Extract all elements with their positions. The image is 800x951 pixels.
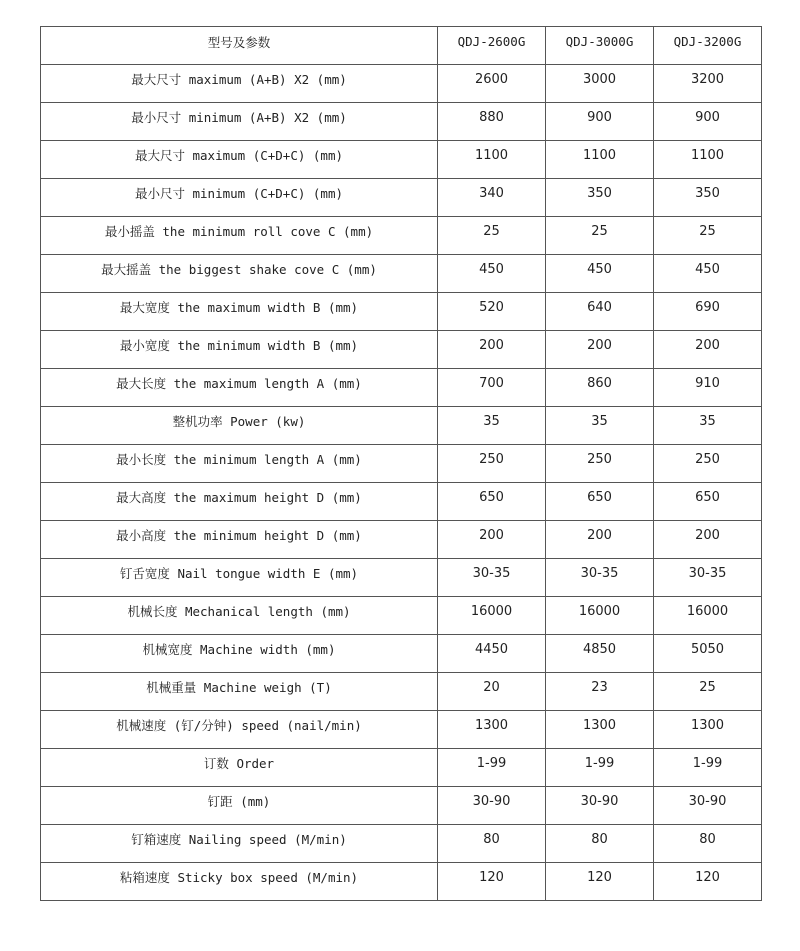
row-value-model-1: 1100	[438, 141, 546, 179]
row-param-label: 机械重量 Machine weigh (T)	[41, 673, 438, 711]
row-value-model-1: 2600	[438, 65, 546, 103]
row-value-model-3: 200	[654, 521, 762, 559]
row-value-model-2: 30-35	[546, 559, 654, 597]
row-value-model-2: 1100	[546, 141, 654, 179]
row-param-label: 机械长度 Mechanical length (mm)	[41, 597, 438, 635]
row-value-model-2: 200	[546, 331, 654, 369]
table-row	[41, 597, 762, 635]
row-value-model-3: 900	[654, 103, 762, 141]
table-row	[41, 255, 762, 293]
table-row	[41, 559, 762, 597]
header-model-1: QDJ-2600G	[438, 27, 546, 65]
table-row	[41, 825, 762, 863]
table-row	[41, 141, 762, 179]
table-row	[41, 863, 762, 901]
row-value-model-1: 250	[438, 445, 546, 483]
row-value-model-2: 30-90	[546, 787, 654, 825]
row-param-label: 整机功率 Power (kw)	[41, 407, 438, 445]
row-value-model-2: 120	[546, 863, 654, 901]
table-row	[41, 179, 762, 217]
row-value-model-3: 1-99	[654, 749, 762, 787]
row-value-model-3: 350	[654, 179, 762, 217]
table-row	[41, 407, 762, 445]
row-value-model-2: 80	[546, 825, 654, 863]
row-value-model-2: 16000	[546, 597, 654, 635]
row-value-model-3: 120	[654, 863, 762, 901]
row-param-label: 最大摇盖 the biggest shake cove C (mm)	[41, 255, 438, 293]
row-value-model-2: 1300	[546, 711, 654, 749]
row-param-label: 最大宽度 the maximum width B (mm)	[41, 293, 438, 331]
row-param-label: 钉箱速度 Nailing speed (M/min)	[41, 825, 438, 863]
row-value-model-3: 1300	[654, 711, 762, 749]
row-value-model-1: 30-90	[438, 787, 546, 825]
table-row	[41, 521, 762, 559]
table-row	[41, 103, 762, 141]
table-row	[41, 65, 762, 103]
row-value-model-2: 23	[546, 673, 654, 711]
row-value-model-3: 450	[654, 255, 762, 293]
row-value-model-1: 200	[438, 331, 546, 369]
table-header-row	[41, 27, 762, 65]
row-param-label: 最大长度 the maximum length A (mm)	[41, 369, 438, 407]
header-model-2: QDJ-3000G	[546, 27, 654, 65]
row-value-model-3: 250	[654, 445, 762, 483]
row-param-label: 最小长度 the minimum length A (mm)	[41, 445, 438, 483]
row-value-model-1: 880	[438, 103, 546, 141]
row-value-model-1: 340	[438, 179, 546, 217]
row-value-model-3: 5050	[654, 635, 762, 673]
row-param-label: 最小尺寸 minimum (A+B) X2 (mm)	[41, 103, 438, 141]
row-param-label: 最大尺寸 maximum (C+D+C) (mm)	[41, 141, 438, 179]
row-value-model-2: 35	[546, 407, 654, 445]
row-value-model-3: 650	[654, 483, 762, 521]
row-value-model-3: 200	[654, 331, 762, 369]
row-value-model-3: 1100	[654, 141, 762, 179]
row-param-label: 粘箱速度 Sticky box speed (M/min)	[41, 863, 438, 901]
spec-table-body	[41, 27, 762, 901]
table-row	[41, 749, 762, 787]
row-value-model-1: 16000	[438, 597, 546, 635]
row-param-label: 钉舌宽度 Nail tongue width E (mm)	[41, 559, 438, 597]
row-value-model-2: 640	[546, 293, 654, 331]
row-value-model-2: 200	[546, 521, 654, 559]
row-value-model-2: 860	[546, 369, 654, 407]
row-param-label: 机械宽度 Machine width (mm)	[41, 635, 438, 673]
table-row	[41, 711, 762, 749]
row-value-model-1: 120	[438, 863, 546, 901]
table-row	[41, 445, 762, 483]
row-value-model-3: 910	[654, 369, 762, 407]
row-value-model-1: 1300	[438, 711, 546, 749]
row-param-label: 最大高度 the maximum height D (mm)	[41, 483, 438, 521]
row-param-label: 订数 Order	[41, 749, 438, 787]
row-value-model-1: 35	[438, 407, 546, 445]
row-param-label: 机械速度 (钉/分钟) speed (nail/min)	[41, 711, 438, 749]
row-value-model-2: 3000	[546, 65, 654, 103]
row-value-model-3: 30-90	[654, 787, 762, 825]
row-value-model-3: 3200	[654, 65, 762, 103]
row-value-model-2: 4850	[546, 635, 654, 673]
row-value-model-3: 16000	[654, 597, 762, 635]
row-param-label: 钉距 (mm)	[41, 787, 438, 825]
spec-table	[40, 26, 762, 901]
row-value-model-1: 450	[438, 255, 546, 293]
row-value-model-1: 700	[438, 369, 546, 407]
row-value-model-1: 30-35	[438, 559, 546, 597]
row-value-model-1: 80	[438, 825, 546, 863]
table-row	[41, 483, 762, 521]
row-value-model-1: 650	[438, 483, 546, 521]
row-value-model-3: 690	[654, 293, 762, 331]
row-value-model-1: 25	[438, 217, 546, 255]
row-value-model-2: 25	[546, 217, 654, 255]
table-row	[41, 673, 762, 711]
row-param-label: 最小宽度 the minimum width B (mm)	[41, 331, 438, 369]
row-value-model-3: 30-35	[654, 559, 762, 597]
row-value-model-1: 200	[438, 521, 546, 559]
table-row	[41, 217, 762, 255]
row-value-model-3: 80	[654, 825, 762, 863]
row-param-label: 最大尺寸 maximum (A+B) X2 (mm)	[41, 65, 438, 103]
table-row	[41, 369, 762, 407]
row-value-model-2: 1-99	[546, 749, 654, 787]
header-param: 型号及参数	[41, 27, 438, 65]
row-value-model-1: 20	[438, 673, 546, 711]
row-param-label: 最小摇盖 the minimum roll cove C (mm)	[41, 217, 438, 255]
table-row	[41, 635, 762, 673]
table-row	[41, 787, 762, 825]
row-value-model-2: 450	[546, 255, 654, 293]
row-value-model-3: 35	[654, 407, 762, 445]
row-value-model-2: 650	[546, 483, 654, 521]
row-param-label: 最小尺寸 minimum (C+D+C) (mm)	[41, 179, 438, 217]
row-value-model-2: 900	[546, 103, 654, 141]
row-value-model-1: 1-99	[438, 749, 546, 787]
row-value-model-3: 25	[654, 217, 762, 255]
table-row	[41, 293, 762, 331]
row-value-model-2: 350	[546, 179, 654, 217]
row-value-model-2: 250	[546, 445, 654, 483]
table-row	[41, 331, 762, 369]
row-param-label: 最小高度 the minimum height D (mm)	[41, 521, 438, 559]
header-model-3: QDJ-3200G	[654, 27, 762, 65]
row-value-model-3: 25	[654, 673, 762, 711]
row-value-model-1: 520	[438, 293, 546, 331]
row-value-model-1: 4450	[438, 635, 546, 673]
